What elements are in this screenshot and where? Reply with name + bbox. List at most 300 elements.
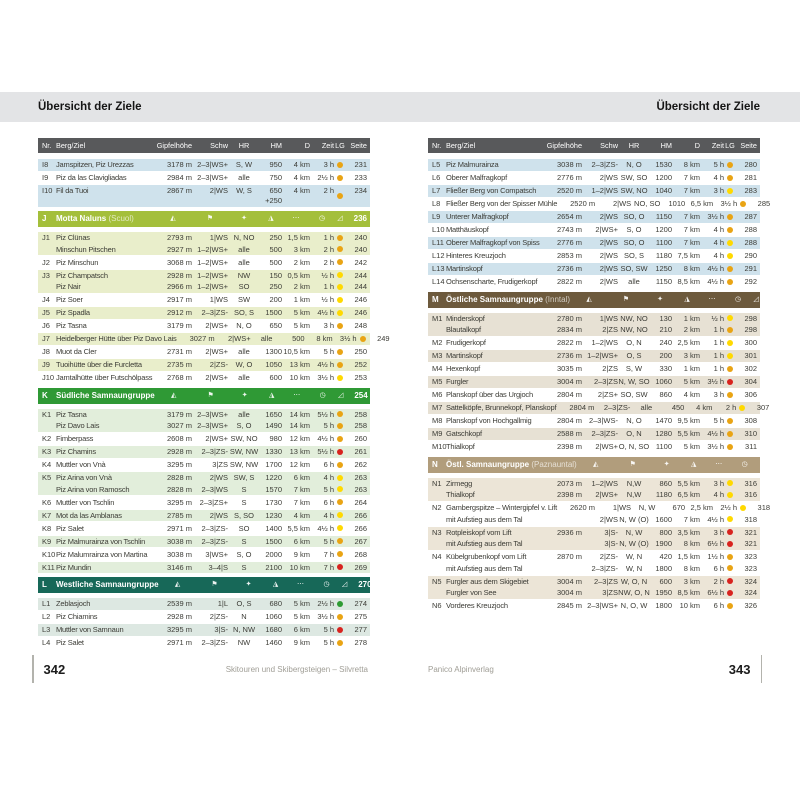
table-row-group xyxy=(38,433,370,445)
table-row-group xyxy=(428,224,760,236)
cell-elevation: 2776 m xyxy=(556,173,582,182)
table-row-group xyxy=(38,624,370,636)
cell-difficulty: 2|WS+ xyxy=(595,225,618,234)
cell-nr: N2 xyxy=(432,503,442,512)
cell-page: 250 xyxy=(354,347,367,356)
table-row xyxy=(38,459,370,471)
cell-time: 4½ h xyxy=(317,360,334,369)
table-row xyxy=(428,563,760,575)
cell-name: Piz Arina von Vnà xyxy=(56,473,112,482)
column-label-hr: HR xyxy=(238,141,250,150)
cell-exposure: SW xyxy=(237,295,251,304)
cell-height-meters: 2000 xyxy=(265,549,282,559)
risk-dot-orange xyxy=(337,411,343,417)
cell-nr: L14 xyxy=(432,277,445,286)
cell-nr: I10 xyxy=(42,186,53,195)
cell-risk xyxy=(724,428,736,440)
cell-difficulty: 2–3|ZS- xyxy=(201,523,228,533)
risk-dot-orange xyxy=(727,554,733,560)
cell-height-meters: 600 xyxy=(269,373,282,382)
table-row xyxy=(38,611,370,623)
cell-distance: 5 km xyxy=(293,599,310,608)
cell-name: Piz Champatsch xyxy=(56,270,108,280)
cell-height-meters: 1250 xyxy=(655,264,672,273)
cell-difficulty: 2–3|ZS+ xyxy=(199,497,228,507)
cell-elevation: 2398 m xyxy=(556,442,582,451)
table-row-group xyxy=(428,363,760,375)
table-row xyxy=(428,478,760,490)
risk-dot-yellow xyxy=(337,375,343,381)
cell-risk xyxy=(334,510,346,522)
cell-name: Jamspitzen, Piz Urezzas xyxy=(56,160,134,169)
risk-dot-yellow xyxy=(727,340,733,346)
table-column-header xyxy=(38,138,370,153)
column-label-hm: HM xyxy=(270,141,282,150)
cell-exposure: N, O xyxy=(626,160,642,169)
table-row xyxy=(428,415,760,427)
cell-height-meters: 600 xyxy=(659,576,672,586)
cell-distance: 7 km xyxy=(683,225,700,234)
cell-name: Gambergspitze – Wintergipfel v. Lift xyxy=(446,503,558,512)
cell-risk xyxy=(724,263,736,275)
risk-dot-orange xyxy=(337,175,343,181)
table-row-group xyxy=(428,211,760,223)
cell-exposure: S, O xyxy=(236,421,252,430)
risk-dot-orange xyxy=(727,327,733,333)
cell-nr: L5 xyxy=(432,160,441,169)
table-row xyxy=(428,389,760,401)
rows-section xyxy=(38,598,370,649)
clock-icon: ◷ xyxy=(318,215,326,222)
cell-time: 2½ h xyxy=(720,503,738,512)
cell-height-meters: 1180 xyxy=(655,490,672,499)
table-row-group xyxy=(38,372,370,384)
cell-page: 281 xyxy=(744,173,757,182)
cell-risk xyxy=(334,185,346,207)
table-row-group xyxy=(38,232,370,255)
cell-time: 3½ h xyxy=(707,442,724,451)
cell-distance: 6 km xyxy=(293,536,310,546)
cell-time: 5½ h xyxy=(317,409,334,419)
cell-page: 266 xyxy=(354,510,367,520)
table-row xyxy=(38,232,370,244)
cell-nr: M6 xyxy=(432,390,443,399)
cell-elevation: 2539 m xyxy=(166,599,192,608)
cell-page: 253 xyxy=(354,373,367,382)
cell-distance: 4 km xyxy=(293,160,310,169)
risk-dot-orange xyxy=(727,366,733,372)
section-subtitle: (Inntal) xyxy=(542,294,571,304)
cell-difficulty: 1–2|WS xyxy=(591,186,618,195)
cell-time: 6½ h xyxy=(707,539,724,548)
table-row-group xyxy=(38,611,370,623)
cell-elevation: 3178 m xyxy=(166,160,192,169)
risk-dot-yellow xyxy=(727,492,733,498)
cell-height-meters: 210 xyxy=(659,325,672,334)
cell-elevation: 2928 m xyxy=(166,447,192,456)
cell-time: 2 h xyxy=(713,576,724,586)
cell-difficulty: 2–3|ZS- xyxy=(201,638,228,647)
cell-nr: K6 xyxy=(42,497,52,507)
cell-nr: J3 xyxy=(42,270,50,280)
cell-risk xyxy=(334,294,346,306)
cell-name: Piz Tasna xyxy=(56,321,87,330)
cell-nr: M5 xyxy=(432,377,443,386)
cell-exposure: W, N xyxy=(625,552,643,561)
cell-height-meters: 1530 xyxy=(655,160,672,169)
cell-difficulty: 2–3|WS+ xyxy=(197,160,228,169)
cell-elevation xyxy=(544,563,582,575)
cell-elevation: 2736 m xyxy=(556,351,582,360)
cell-height-meters: 680 xyxy=(269,599,282,608)
column-label-schw: Schw xyxy=(210,141,228,150)
cell-name: Piz Arina von Ramosch xyxy=(56,484,130,494)
cell-time: 3½ h xyxy=(317,373,334,382)
page-header-band xyxy=(0,92,800,122)
cell-elevation: 2073 m xyxy=(556,478,582,488)
cell-name: Heidelberger Hütte über Piz Davo Lais xyxy=(56,334,177,343)
cell-time: 4½ h xyxy=(707,277,724,286)
cell-exposure: S xyxy=(241,562,247,572)
cell-elevation: 2743 m xyxy=(556,225,582,234)
cell-distance: 5 km xyxy=(293,321,310,330)
risk-dot-orange xyxy=(337,235,343,241)
risk-dot-yellow xyxy=(727,480,733,486)
table-row xyxy=(428,514,760,526)
cell-height-meters: 1650 xyxy=(265,409,282,419)
compass-icon: ✦ xyxy=(657,295,663,303)
cell-page: 267 xyxy=(354,536,367,546)
cell-distance: 9 km xyxy=(293,549,310,559)
table-row xyxy=(428,224,760,236)
cell-distance: 7 km xyxy=(293,484,310,494)
risk-dot-orange xyxy=(337,162,343,168)
cell-time: 2 h xyxy=(323,244,334,254)
column-label-name: Berg/Ziel xyxy=(446,141,476,150)
cell-elevation: 3004 m xyxy=(556,588,582,597)
cell-nr: I9 xyxy=(42,173,49,182)
cell-name: Piz Malmurainza von Tschlin xyxy=(56,536,146,546)
cell-distance: 5 km xyxy=(683,442,700,451)
cell-time: 3½ h xyxy=(707,212,724,221)
cell-name: Piz Clünas xyxy=(56,233,90,242)
table-row-group xyxy=(38,562,370,574)
table-row-group xyxy=(38,497,370,509)
cell-exposure: N, O xyxy=(236,321,252,330)
cell-name: Minderskopf xyxy=(446,313,485,323)
cell-elevation: 2853 m xyxy=(556,251,582,260)
cell-page: 231 xyxy=(354,160,367,169)
page-header-title-right: Übersicht der Ziele xyxy=(656,101,760,113)
cell-distance: 3 km xyxy=(293,244,310,254)
cell-exposure: SW, SO xyxy=(620,173,648,182)
table-row-group xyxy=(428,185,760,197)
cell-name: Rotpleiskopf vom Lift xyxy=(446,527,512,537)
table-row xyxy=(38,536,370,548)
cell-page: 246 xyxy=(354,308,367,317)
column-label-d: D xyxy=(694,141,700,150)
cell-difficulty: 3|WS+ xyxy=(205,549,228,559)
cell-nr: L2 xyxy=(42,612,51,621)
risk-dot-yellow xyxy=(727,253,733,259)
cell-distance: 10 km xyxy=(289,373,310,382)
slope-icon: ◿ xyxy=(753,295,759,303)
cell-nr: L12 xyxy=(432,251,445,260)
clock-icon: ◷ xyxy=(323,581,330,588)
cell-nr: J6 xyxy=(42,321,50,330)
cell-name: Fil da Tuoi xyxy=(56,186,89,195)
cell-page: 252 xyxy=(354,360,367,369)
cell-height-meters: 1010 xyxy=(668,199,686,208)
cell-name: mit Aufstieg aus dem Tal xyxy=(446,514,523,524)
table-row xyxy=(38,549,370,561)
slope-icon: ◿ xyxy=(337,391,344,399)
cell-elevation: 2966 m xyxy=(166,282,192,291)
cell-elevation: 3179 m xyxy=(166,409,192,419)
cell-time: 3 h xyxy=(323,160,334,169)
cell-nr: L1 xyxy=(42,599,51,608)
cell-elevation: 3038 m xyxy=(166,536,192,546)
cell-nr: N3 xyxy=(432,527,442,537)
risk-dot-yellow xyxy=(337,525,343,531)
table-row xyxy=(38,433,370,445)
cell-risk xyxy=(724,551,736,563)
risk-dot-yellow xyxy=(337,512,343,518)
table-row-group xyxy=(38,637,370,649)
cell-difficulty: 2–3|ZS- xyxy=(201,308,228,317)
cell-difficulty: 2|WS xyxy=(599,238,618,247)
cell-difficulty: 2–3|ZS- xyxy=(603,403,631,412)
cell-nr: L6 xyxy=(432,173,441,182)
cell-height-meters: 420 xyxy=(659,552,672,561)
cell-time: 1 h xyxy=(323,233,334,242)
cell-exposure: N, W (O) xyxy=(619,539,649,548)
cell-nr: M2 xyxy=(432,338,443,347)
risk-dot-orange xyxy=(337,551,343,557)
cell-risk xyxy=(334,484,346,496)
table-row-group xyxy=(38,172,370,184)
cell-name: Piz Tasna xyxy=(56,409,87,419)
distance-icon: ⋯ xyxy=(292,215,300,222)
table-row-group xyxy=(428,237,760,249)
cell-risk xyxy=(724,337,736,349)
cell-risk xyxy=(724,224,736,236)
cell-height-meters: 980 xyxy=(269,434,282,443)
cell-difficulty: 2|WS xyxy=(209,510,228,520)
cell-elevation: 2912 m xyxy=(166,308,192,317)
column-label-alt: Gipfelhöhe xyxy=(156,141,192,150)
cell-exposure: N, NO xyxy=(233,233,255,242)
cell-time: 3 h xyxy=(323,321,334,330)
cell-risk xyxy=(724,587,736,599)
cell-time: 4½ h xyxy=(317,523,334,533)
table-row-group xyxy=(428,478,760,501)
cell-time: 5 h xyxy=(323,421,334,430)
cell-exposure: W, S xyxy=(236,186,252,195)
cell-elevation: 2735 m xyxy=(166,360,192,369)
cell-risk xyxy=(724,527,736,539)
cell-elevation: 3146 m xyxy=(166,562,192,572)
cell-exposure: W, N xyxy=(625,563,643,573)
cell-distance: 3,5 km xyxy=(677,527,700,537)
table-row xyxy=(38,637,370,649)
table-row-group xyxy=(428,376,760,388)
cell-name: Piz Malumrainza von Martina xyxy=(56,549,148,559)
cell-difficulty: 2|WS xyxy=(209,186,228,195)
cell-height-meters: 1180 xyxy=(655,251,672,260)
cell-page: 275 xyxy=(354,612,367,621)
cell-elevation: 3027 m xyxy=(189,334,215,343)
cell-name: mit Aufstieg aus dem Tal xyxy=(446,563,523,573)
cell-risk xyxy=(737,198,749,210)
table-row xyxy=(38,159,370,171)
cell-distance: 7 km xyxy=(683,173,700,182)
table-row xyxy=(38,294,370,306)
cell-risk xyxy=(334,624,346,636)
cell-name: Sattelköpfe, Brunnekopf, Planskopf xyxy=(446,403,557,412)
cell-name: Gatschkopf xyxy=(446,429,482,438)
table-row xyxy=(38,320,370,332)
cell-page: 240 xyxy=(354,244,367,254)
risk-dot-orange xyxy=(740,201,746,207)
cell-difficulty: 2|WS+ xyxy=(205,434,228,443)
cell-exposure: O, N xyxy=(626,429,642,438)
table-row xyxy=(38,372,370,384)
cell-exposure: N xyxy=(241,612,247,621)
section-title xyxy=(56,577,159,593)
cell-name: Oberer Malfragkopf von Spiss xyxy=(446,238,540,247)
cell-distance: 7 km xyxy=(683,238,700,247)
risk-dot-red xyxy=(337,449,343,455)
cell-difficulty: 3|ZS xyxy=(602,588,618,597)
cell-elevation: 2971 m xyxy=(166,638,192,647)
cell-distance: 1 km xyxy=(683,364,700,373)
cell-nr: L10 xyxy=(432,225,445,234)
table-row-group xyxy=(38,294,370,306)
cell-exposure: S, W xyxy=(235,160,253,169)
table-row xyxy=(428,237,760,249)
table-row xyxy=(38,359,370,371)
cell-distance: 8,5 km xyxy=(677,277,700,286)
clock-icon: ◷ xyxy=(741,460,748,468)
column-label-schw: Schw xyxy=(600,141,618,150)
cell-difficulty: 2|ZS- xyxy=(209,612,228,621)
cell-risk xyxy=(724,376,736,388)
table-row-group xyxy=(38,409,370,432)
cell-nr: J2 xyxy=(42,257,50,267)
cell-name: Hinteres Kreuzjoch xyxy=(446,251,506,260)
cell-page: 316 xyxy=(744,478,757,488)
cell-risk xyxy=(724,159,736,171)
right-page-footer xyxy=(428,654,762,684)
cell-difficulty: 2–3|ZS- xyxy=(201,447,228,456)
cell-risk xyxy=(724,538,736,550)
table-row xyxy=(428,363,760,375)
cell-nr: N1 xyxy=(432,478,442,488)
table-row-group xyxy=(428,389,760,401)
cell-name: Piz Soer xyxy=(56,295,83,304)
section-title-text: Östl. Samnaungruppe xyxy=(446,459,530,469)
cell-elevation: 2822 m xyxy=(556,338,582,347)
cell-height-meters: 1100 xyxy=(655,238,672,247)
table-row-group xyxy=(428,263,760,275)
cell-distance: 6 km xyxy=(293,625,310,634)
cell-risk xyxy=(334,446,346,458)
clock-icon: ◷ xyxy=(734,295,742,303)
cell-risk xyxy=(724,489,736,501)
table-row xyxy=(38,472,370,484)
cell-time: 2½ h xyxy=(317,599,334,608)
cell-page: 269 xyxy=(354,562,367,572)
cell-distance: 3 km xyxy=(683,351,700,360)
cell-time: 1 h xyxy=(713,364,724,373)
cell-name: Piz Salet xyxy=(56,523,84,533)
cell-elevation: 2588 m xyxy=(556,429,582,438)
cell-elevation: 2822 m xyxy=(556,277,582,286)
table-row-group xyxy=(38,270,370,293)
rows-section xyxy=(428,478,771,612)
cell-page: 302 xyxy=(744,364,757,373)
compass-icon: ✦ xyxy=(241,391,248,399)
peak-flag-icon: ◭ xyxy=(174,581,181,588)
cell-risk xyxy=(724,478,736,490)
cell-page: 323 xyxy=(744,552,757,561)
cell-distance: 2,5 km xyxy=(677,338,700,347)
cell-risk xyxy=(334,257,346,269)
distance-icon: ⋯ xyxy=(297,581,305,588)
table-row xyxy=(428,324,760,336)
cell-nr: L9 xyxy=(432,212,441,221)
column-label-zeit: Zeit xyxy=(321,141,334,150)
column-label-hm: HM xyxy=(660,141,672,150)
cell-time: 2 h xyxy=(323,186,334,195)
cell-risk xyxy=(334,637,346,649)
cell-height-meters: 1700 xyxy=(265,460,282,469)
cell-difficulty: 2|WS xyxy=(209,473,228,482)
cell-exposure: N, W (O) xyxy=(619,514,649,524)
cell-difficulty: 2|WS+ xyxy=(228,334,251,343)
cell-nr xyxy=(428,538,446,550)
cell-time: 3½ h xyxy=(720,199,738,208)
cell-time: ½ h xyxy=(711,313,724,323)
cell-page: 287 xyxy=(744,212,757,221)
cell-risk xyxy=(334,472,346,484)
distance-icon: ⋯ xyxy=(715,460,723,468)
cell-time: 2 h xyxy=(725,403,737,412)
table-row xyxy=(428,376,760,388)
cell-height-meters: 860 xyxy=(659,478,672,488)
cell-time: 3½ h xyxy=(707,377,724,386)
cell-time: 2½ h xyxy=(317,173,334,182)
cell-height-meters: 860 xyxy=(659,390,672,399)
cell-distance: 9,5 km xyxy=(677,416,700,425)
clock-icon: ◷ xyxy=(319,391,326,399)
cell-difficulty: 2|WS+ xyxy=(595,442,618,451)
table-row xyxy=(38,185,370,207)
table-row-group xyxy=(428,350,760,362)
cell-page: 324 xyxy=(744,588,757,597)
cell-time: 1 h xyxy=(713,338,724,347)
cell-height-meters: 1220 xyxy=(265,473,282,482)
cell-height-meters: 150 xyxy=(269,270,282,280)
risk-dot-orange xyxy=(337,640,343,646)
cell-height-meters: 1470 xyxy=(655,416,672,425)
cell-time: 4 h xyxy=(713,490,724,499)
table-row xyxy=(428,587,760,599)
cell-time: 7 h xyxy=(323,549,334,559)
cell-elevation: 3295 m xyxy=(166,460,192,469)
table-row xyxy=(428,337,760,349)
